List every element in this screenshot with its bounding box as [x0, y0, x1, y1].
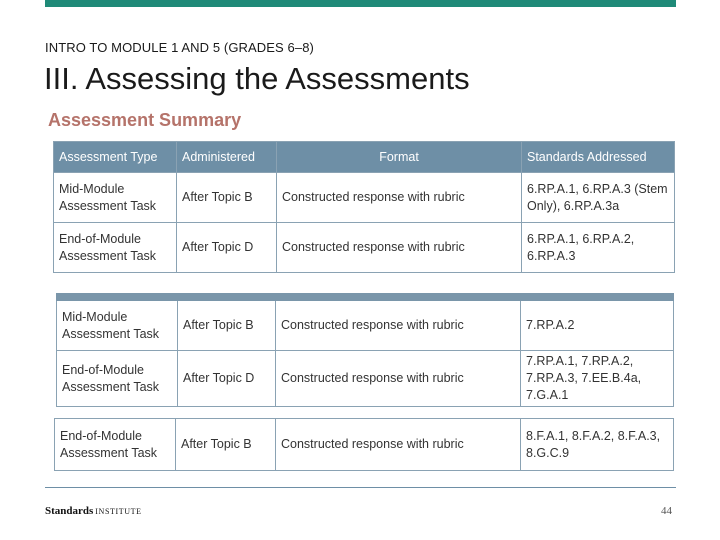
- table-cell: Constructed response with rubric: [277, 173, 522, 223]
- table-cell: 7.RP.A.2: [521, 301, 674, 351]
- table-cell: After Topic D: [177, 223, 277, 273]
- section-heading: Assessment Summary: [48, 110, 242, 130]
- table-cell: Constructed response with rubric: [277, 223, 522, 273]
- table-header-row: [54, 142, 675, 173]
- page-number: 44: [661, 505, 672, 517]
- table-cell: After Topic B: [178, 301, 276, 351]
- table-cell: Constructed response with rubric: [276, 419, 521, 471]
- table-cell: After Topic B: [177, 173, 277, 223]
- header-strip-cell: [178, 294, 276, 301]
- top-accent-bar: [45, 0, 676, 7]
- table-cell: 7.RP.A.1, 7.RP.A.2, 7.RP.A.3, 7.EE.B.4a, 7.G.A.1: [521, 351, 674, 407]
- column-header: Format: [277, 142, 522, 173]
- table-row: [57, 351, 674, 407]
- table-row: [55, 419, 674, 471]
- header-strip-cell: [276, 294, 521, 301]
- footer-divider: [45, 487, 676, 488]
- table-header-strip: [57, 294, 674, 301]
- table-cell: After Topic D: [178, 351, 276, 407]
- table-cell: End-of-Module Assessment Task: [55, 419, 176, 471]
- slide-title: III. Assessing the Assessments: [44, 61, 470, 96]
- standards-institute-logo: [45, 505, 142, 517]
- table-cell: 8.F.A.1, 8.F.A.2, 8.F.A.3, 8.G.C.9: [521, 419, 674, 471]
- grade6-assessment-table: [53, 141, 675, 273]
- table-cell: 6.RP.A.1, 6.RP.A.2, 6.RP.A.3: [522, 223, 675, 273]
- header-strip-cell: [57, 294, 178, 301]
- table-row: [54, 173, 675, 223]
- column-header: Administered: [177, 142, 277, 173]
- table-cell: Constructed response with rubric: [276, 351, 521, 407]
- logo-sub-text: INSTITUTE: [95, 507, 142, 516]
- logo-main-text: Standards: [45, 505, 94, 517]
- grade8-assessment-table: [54, 418, 674, 471]
- table-cell: End-of-Module Assessment Task: [57, 351, 178, 407]
- slide-subtitle: INTRO TO MODULE 1 AND 5 (GRADES 6–8): [45, 40, 314, 55]
- table-cell: End-of-Module Assessment Task: [54, 223, 177, 273]
- table-cell: After Topic B: [176, 419, 276, 471]
- table-cell: Mid-Module Assessment Task: [57, 301, 178, 351]
- table-cell: Constructed response with rubric: [276, 301, 521, 351]
- table-row: [57, 301, 674, 351]
- column-header: Standards Addressed: [522, 142, 675, 173]
- table-cell: Mid-Module Assessment Task: [54, 173, 177, 223]
- table-cell: 6.RP.A.1, 6.RP.A.3 (Stem Only), 6.RP.A.3a: [522, 173, 675, 223]
- grade7-assessment-table: [56, 293, 674, 407]
- header-strip-cell: [521, 294, 674, 301]
- table-row: [54, 223, 675, 273]
- column-header: Assessment Type: [54, 142, 177, 173]
